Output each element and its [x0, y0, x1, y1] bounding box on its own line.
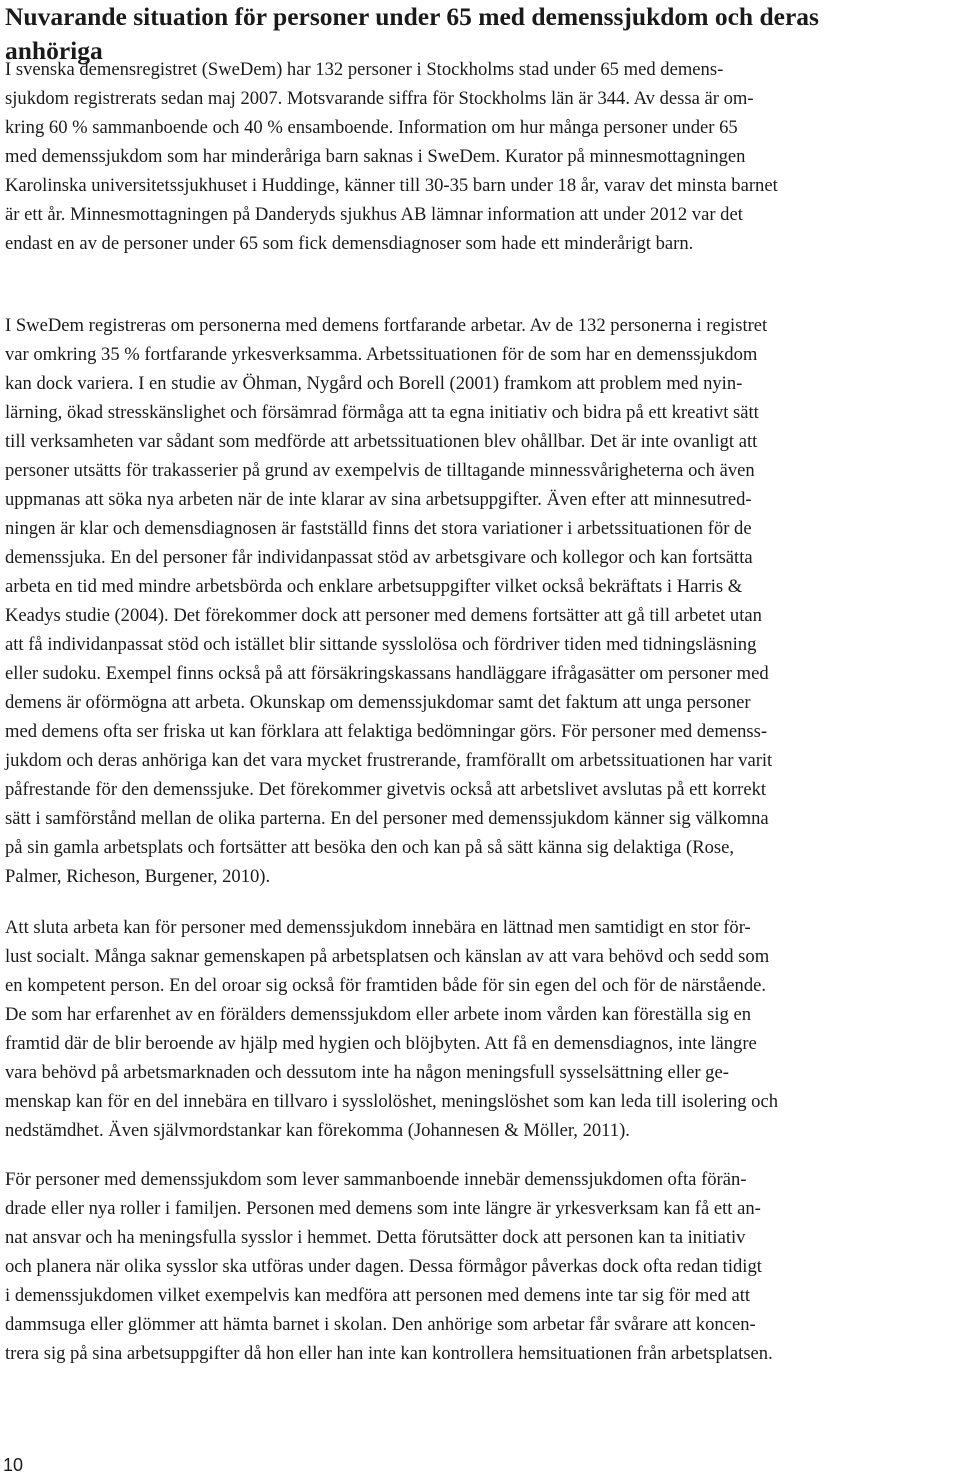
text-line: Att sluta arbeta kan för personer med demenssjukdom innebära en lättnad men samtidigt en stor för- — [5, 917, 751, 938]
text-line: i demenssjukdomen vilket exempelvis kan medföra att personen med demens inte tar sig för med att — [5, 1285, 751, 1306]
text-line: vara behövd på arbetsmarknaden och dessutom inte ha någon meningsfull sysselsättning eller ge- — [5, 1062, 729, 1083]
text-line: personer utsätts för trakasserier på grund av exempelvis de tilltagande minnessvårigheterna och även — [5, 460, 755, 481]
text-line: kring 60 % sammanboende och 40 % ensamboende. Information om hur många personer under 65 — [5, 117, 738, 138]
text-line: till verksamheten var sådant som medförde att arbetssituationen blev ohållbar. Det är inte ovanligt att — [5, 431, 758, 452]
text-line: på sin gamla arbetsplats och fortsätter att besöka den och kan på så sätt känna sig delaktiga (Rose, — [5, 837, 735, 858]
text-line: drade eller nya roller i familjen. Personen med demens som inte längre är yrkesverksam kan få ett an- — [5, 1198, 761, 1219]
text-line: För personer med demenssjukdom som lever sammanboende innebär demenssjukdomen ofta förän- — [5, 1169, 747, 1190]
text-line: påfrestande för den demenssjuke. Det förekommer givetvis också att arbetslivet avslutas på ett korrekt — [5, 779, 767, 800]
text-line: med demens ofta ser friska ut kan förklara att felaktiga bedömningar görs. För personer med demenss- — [5, 721, 768, 742]
text-line: trera sig på sina arbetsuppgifter då hon eller han inte kan kontrollera hemsituationen från arbetsplatsen. — [5, 1343, 773, 1364]
text-line: kan dock variera. I en studie av Öhman, Nygård och Borell (2001) framkom att problem med nyin- — [5, 373, 743, 394]
text-line: framtid där de blir beroende av hjälp med hygien och blöjbyten. Att få en demensdiagnos, inte längre — [5, 1033, 757, 1054]
text-line: Palmer, Richeson, Burgener, 2010). — [5, 866, 271, 887]
text-line: demens är oförmögna att arbeta. Okunskap om demenssjukdomar samt det faktum att unga personer — [5, 692, 751, 713]
text-line: Keadys studie (2004). Det förekommer dock att personer med demens fortsätter att gå till arbetet utan — [5, 605, 762, 626]
text-line: I SweDem registreras om personerna med demens fortfarande arbetar. Av de 132 personerna i registret — [5, 315, 768, 336]
text-line: endast en av de personer under 65 som fick demensdiagnoser som hade ett minderårigt barn. — [5, 233, 694, 254]
text-line: eller sudoku. Exempel finns också på att försäkringskassans handläggare ifrågasätter om personer med — [5, 663, 769, 684]
text-line: uppmanas att söka nya arbeten när de inte klarar av sina arbetsuppgifter. Även efter att minnesutred- — [5, 489, 752, 510]
text-line: och planera när olika sysslor ska utföras under dagen. Dessa förmågor påverkas dock ofta redan tidigt — [5, 1256, 762, 1277]
paragraph-family-roles — [5, 1165, 953, 1368]
paragraph-stopping-work — [5, 913, 953, 1145]
text-line: Karolinska universitetssjukhuset i Huddinge, känner till 30-35 barn under 18 år, varav det minsta barnet — [5, 175, 778, 196]
text-line: menskap kan för en del innebära en tillvaro i sysslolöshet, meningslöshet som kan leda till isolering och — [5, 1091, 779, 1112]
text-line: ningen är klar och demensdiagnosen är fastställd finns det stora variationer i arbetssituationen för de — [5, 518, 752, 539]
heading-line: anhöriga — [5, 36, 103, 65]
text-line: arbeta en tid med mindre arbetsbörda och enklare arbetsuppgifter vilket också bekräftats i Harris & — [5, 576, 743, 597]
text-line: De som har erfarenhet av en förälders demenssjukdom eller arbete inom vården kan föreställa sig en — [5, 1004, 752, 1025]
text-line: jukdom och deras anhöriga kan det vara mycket frustrerande, framförallt om arbetssituationen har varit — [5, 750, 773, 771]
text-line: sätt i samförstånd mellan de olika parterna. En del personer med demenssjukdom känner sig välkomna — [5, 808, 769, 829]
text-line: dammsuga eller glömmer att hämta barnet i skolan. Den anhörige som arbetar får svårare att koncen- — [5, 1314, 756, 1335]
text-line: demenssjuka. En del personer får individanpassat stöd av arbetsgivare och kollegor och kan fortsätta — [5, 547, 753, 568]
paragraph-work-situation — [5, 311, 953, 891]
text-line: lust socialt. Många saknar gemenskapen på arbetsplatsen och känslan av att vara behövd och sedd som — [5, 946, 770, 967]
text-line: lärning, ökad stresskänslighet och försämrad förmåga att ta egna initiativ och bidra på ett kreativt sätt — [5, 402, 759, 423]
text-line: att få individanpassat stöd och istället blir sittande sysslolösa och fördriver tiden med tidningsläsning — [5, 634, 757, 655]
text-line: sjukdom registrerats sedan maj 2007. Motsvarande siffra för Stockholms län är 344. Av dessa är om- — [5, 88, 754, 109]
text-line: I svenska demensregistret (SweDem) har 132 personer i Stockholms stad under 65 med demens- — [5, 59, 724, 80]
text-line: nat ansvar och ha meningsfulla sysslor i hemmet. Detta förutsätter dock att personen kan ta initiativ — [5, 1227, 746, 1248]
text-line: en kompetent person. En del oroar sig också för framtiden både för sin egen del och för de närstående. — [5, 975, 767, 996]
page-number: 10 — [3, 1455, 24, 1475]
text-line: med demenssjukdom som har minderåriga barn saknas i SweDem. Kurator på minnesmottagningen — [5, 146, 746, 167]
text-line: var omkring 35 % fortfarande yrkesverksamma. Arbetssituationen för de som har en demenssjukdom — [5, 344, 758, 365]
heading-line: Nuvarande situation för personer under 65 med demenssjukdom och deras — [5, 2, 819, 31]
text-line: nedstämdhet. Även självmordstankar kan förekomma (Johannesen & Möller, 2011). — [5, 1120, 630, 1141]
paragraph-swedem-registry — [5, 55, 953, 258]
text-line: är ett år. Minnesmottagningen på Danderyds sjukhus AB lämnar information att under 2012 var det — [5, 204, 743, 225]
